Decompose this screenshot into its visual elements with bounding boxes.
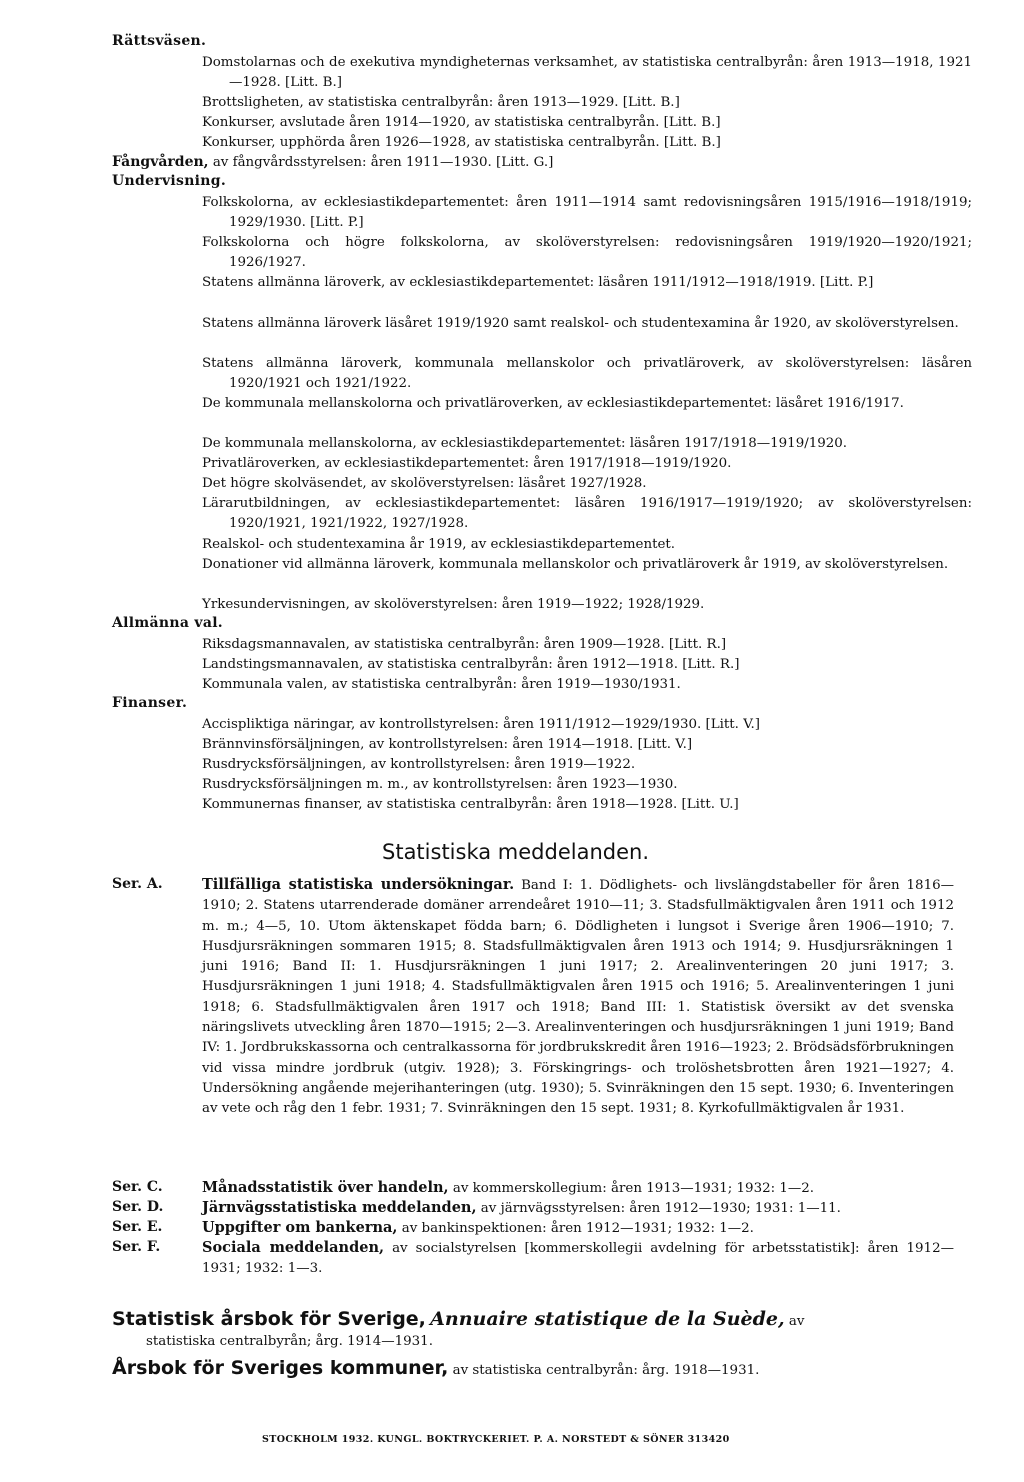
series-entry — [202, 1238, 954, 1280]
series-label: Ser. F. — [112, 1239, 161, 1255]
list-item: Det högre skolväsendet, av skolöverstyrelsen: läsåret 1927/1928. — [202, 476, 647, 491]
list-item: Konkurser, upphörda åren 1926—1928, av statistiska centralbyrån. [Litt. B.] — [202, 135, 721, 150]
list-item: Accispliktiga näringar, av kontrollstyrelsen: åren 1911/1912—1929/1930. [Litt. V.] — [202, 717, 761, 732]
kommuner-tail: av statistiska centralbyrån: årg. 1918—1931. — [452, 1363, 760, 1378]
series-label: Ser. E. — [112, 1219, 163, 1235]
series-title: Månadsstatistik över handeln, — [202, 1179, 449, 1196]
list-item: De kommunala mellanskolorna, av ecklesiastikdepartementet: läsåren 1917/1918—1919/1920. — [202, 436, 848, 451]
series-text: av socialstyrelsen [kommerskollegii avdelning för arbetsstatistik]: åren 1912—1931; 1932: 1—3. — [202, 1241, 954, 1277]
list-item: Konkurser, avslutade åren 1914—1920, av statistiska centralbyrån. [Litt. B.] — [202, 115, 721, 130]
fangvarden-text: av fångvårdsstyrelsen: åren 1911—1930. [Litt. G.] — [212, 155, 554, 170]
meddelanden-title: Statistiska meddelanden. — [382, 840, 649, 864]
series-title: Järnvägsstatistiska meddelanden, — [202, 1199, 477, 1216]
series-label: Ser. C. — [112, 1179, 163, 1195]
series-label: Ser. D. — [112, 1199, 164, 1215]
list-item: Domstolarnas och de exekutiva myndigheternas verksamhet, av statistiska centralbyrån: åren 1913—1918, 1921—1928. [Litt. B.] — [202, 55, 972, 91]
kommuner-entry — [112, 1358, 759, 1381]
list-item: Privatläroverken, av ecklesiastikdepartementet: åren 1917/1918—1919/1920. — [202, 456, 732, 471]
series-entry — [202, 1178, 954, 1199]
series-title: Sociala meddelanden, — [202, 1239, 385, 1256]
kommuner-title: Årsbok för Sveriges kommuner, — [112, 1357, 449, 1379]
list-item: Donationer vid allmänna läroverk, kommunala mellanskolor och privatläroverk år 1919, av skolöverstyrelsen. — [202, 557, 949, 572]
list-item: Rusdrycksförsäljningen, av kontrollstyrelsen: åren 1919—1922. — [202, 757, 636, 772]
series-text: av bankinspektionen: åren 1912—1931; 1932: 1—2. — [401, 1221, 754, 1236]
list-item: Lärarutbildningen, av ecklesiastikdepartementet: läsåren 1916/1917—1919/1920; av skolöverstyrelsen: 1920/1921, 1921/1922, 1927/1928. — [202, 496, 972, 532]
list-item: Riksdagsmannavalen, av statistiska centralbyrån: åren 1909—1928. [Litt. R.] — [202, 637, 727, 652]
list-item: Statens allmänna läroverk läsåret 1919/1920 samt realskol- och studentexamina år 1920, av skolöverstyrelsen. — [202, 316, 959, 331]
section-heading-fangvarden: Fångvården, — [112, 154, 209, 170]
series-title: Tillfälliga statistiska undersökningar. — [202, 876, 515, 893]
printer-imprint: STOCKHOLM 1932. KUNGL. BOKTRYCKERIET. P. A. NORSTEDT & SÖNER 313420 — [262, 1434, 730, 1445]
list-item: Rusdrycksförsäljningen m. m., av kontrollstyrelsen: åren 1923—1930. — [202, 777, 678, 792]
fangvarden-line — [112, 152, 553, 173]
list-item: Statens allmänna läroverk, av ecklesiastikdepartementet: läsåren 1911/1912—1918/1919. [Litt. P.] — [202, 275, 874, 290]
series-entry — [202, 1198, 954, 1219]
series-text: Band I: 1. Dödlighets- och livslängdstabeller för åren 1816—1910; 2. Statens utarrenderade domäner arrendeåret 1910—11; 3. Stadsfullmäktigvalen åren 1911 och 1912 m. m.; 4—5, 10. Utom äktenskapet födda barn; 6. Dödligheten i lungsot i Sverige åren 1906—1910; 7. Husdjursräkningen sommaren 1915; 8. Stadsfullmäktigvalen åren 1913 och 1914; 9. Husdjursräkningen 1 juni 1916; Band II: 1. Husdjursräkningen 1 juni 1917; 2. Arealinventeringen 20 juni 1917; 3. Husdjursräkningen 1 juni 1918; 4. Stadsfullmäktigvalen åren 1915 och 1916; 5. Arealinventeringen 1 juni 1918; 6. Stadsfullmäktigvalen åren 1917 och 1918; Band III: 1. Statistisk översikt av det svenska näringslivets utveckling åren 1870—1915; 2—3. Arealinventeringen och husdjursräkningen 1 juni 1919; Band IV: 1. Jordbrukskassorna och centralkassorna för jordbrukskredit åren 1916—1923; 2. Brödsädsförbrukningen vid vissa mindre jordbruk (utgiv. 1928); 3. Förskingrings- och trolöshetsbrotten åren 1921—1927; 4. Undersökning angående mejerihanteringen (utg. 1930); 5. Svinräkningen den 15 sept. 1930; 6. Inventeringen av vete och råg den 1 febr. 1931; 7. Svinräkningen den 15 sept. 1931; 8. Kyrkofullmäktigvalen år 1931. — [202, 878, 954, 1117]
list-item: Landstingsmannavalen, av statistiska centralbyrån: åren 1912—1918. [Litt. R.] — [202, 657, 740, 672]
arsbok-entry — [112, 1309, 804, 1352]
series-entry — [202, 1218, 954, 1239]
list-item: Kommunala valen, av statistiska centralbyrån: åren 1919—1930/1931. — [202, 677, 681, 692]
list-item: Realskol- och studentexamina år 1919, av ecklesiastikdepartementet. — [202, 537, 676, 552]
series-text: av kommerskollegium: åren 1913—1931; 1932: 1—2. — [452, 1181, 815, 1196]
list-item: Brännvinsförsäljningen, av kontrollstyrelsen: åren 1914—1918. [Litt. V.] — [202, 737, 693, 752]
section-heading-undervisning: Undervisning. — [112, 173, 227, 189]
list-item: De kommunala mellanskolorna och privatläroverken, av ecklesiastikdepartementet: läsåret 1916/1917. — [202, 396, 904, 411]
list-item: Brottsligheten, av statistiska centralbyrån: åren 1913—1929. [Litt. B.] — [202, 95, 680, 110]
series-title: Uppgifter om bankerna, — [202, 1219, 398, 1236]
series-entry — [202, 875, 954, 1120]
section-heading-rattsvasen: Rättsväsen. — [112, 33, 207, 49]
list-item: Folkskolorna och högre folkskolorna, av skolöverstyrelsen: redovisningsåren 1919/1920—1920/1921; 1926/1927. — [202, 235, 972, 271]
arsbok-french-title: Annuaire statistique de la Suède, — [430, 1308, 785, 1330]
section-heading-finanser: Finanser. — [112, 695, 188, 711]
arsbok-title: Statistisk årsbok för Sverige, — [112, 1308, 426, 1330]
series-label: Ser. A. — [112, 876, 163, 892]
list-item: Folkskolorna, av ecklesiastikdepartementet: åren 1911—1914 samt redovisningsåren 1915/1916—1918/1919; 1929/1930. [Litt. P.] — [202, 195, 972, 231]
list-item: Yrkesundervisningen, av skolöverstyrelsen: åren 1919—1922; 1928/1929. — [202, 597, 705, 612]
list-item: Statens allmänna läroverk, kommunala mellanskolor och privatläroverk, av skolöverstyrelsen: läsåren 1920/1921 och 1921/1922. — [202, 356, 972, 392]
list-item: Kommunernas finanser, av statistiska centralbyrån: åren 1918—1928. [Litt. U.] — [202, 797, 739, 812]
series-text: av järnvägsstyrelsen: åren 1912—1930; 1931: 1—11. — [480, 1201, 841, 1216]
arsbok-tail: av — [788, 1314, 805, 1329]
section-heading-allmanna-val: Allmänna val. — [112, 615, 223, 631]
arsbok-line2: statistiska centralbyrån; årg. 1914—1931. — [146, 1334, 433, 1349]
